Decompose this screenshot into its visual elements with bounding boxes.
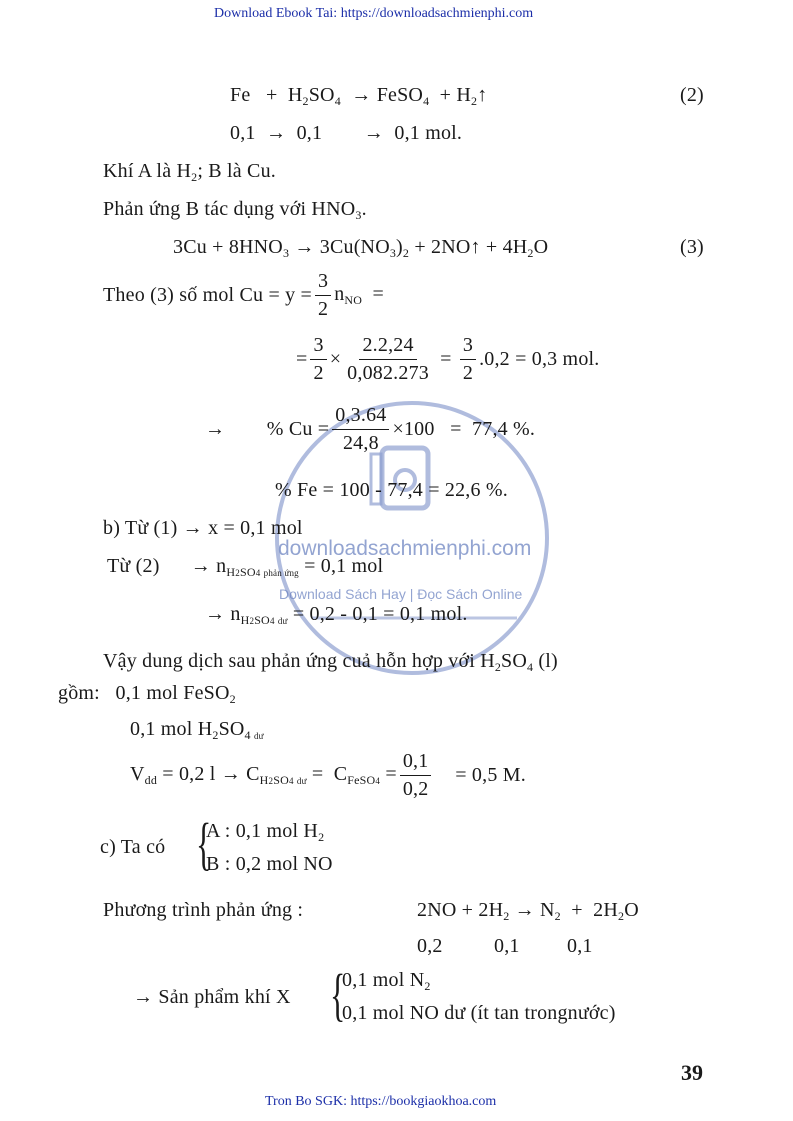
solution-composition-h2so4: 0,1 mol $H_2SO_{4 dư}$ (130, 718, 264, 742)
part-c-label: c) Ta có (100, 836, 166, 858)
reaction-2-moles: 0,1 → 0,1 → 0,1 mol. (230, 122, 463, 144)
mol-cu-calculation: = $\frac{3}{2}$ × $\frac{2.2,24}{0,082.273}$ = $\frac{3}{2}$ .0,2 = 0,3 mol. (296, 334, 600, 384)
product-gas-label: → Sản phẩm khí X (133, 986, 291, 1008)
solution-composition-intro: Vậy dung dịch sau phản ứng cuả hỗn hợp với $H_2SO_4$ (l) (103, 650, 558, 674)
percent-cu: → % Cu = $\frac{0,3.64}{24,8}$ ×100 = 77,4 %. (205, 404, 536, 454)
solution-composition-feso4: gồm: 0,1 mol FeSO$_2$ (58, 682, 236, 706)
reaction-moles-2: 0,1 (494, 935, 520, 957)
part-b-step-1: b) Từ (1) → x = 0,1 mol (103, 517, 303, 539)
part-c-gas-a: A : 0,1 mol $H_2$ (206, 820, 325, 844)
part-c-brace: { (196, 811, 212, 876)
gas-identification: Khí A là $H_2$; B là Cu. (103, 160, 276, 184)
product-gas-no: 0,1 mol NO dư (ít tan trongnước) (342, 1002, 616, 1024)
product-gas-brace: { (330, 962, 346, 1027)
reaction-equation-label: Phương trình phản ứng : (103, 899, 304, 921)
percent-fe: % Fe = 100 - 77,4 = 22,6 %. (275, 479, 508, 501)
reaction-3-equation: $3Cu + 8HNO_3 \to 3Cu(NO_3)_2$ + 2NO↑ + $4H_2O$ (173, 236, 549, 260)
watermark-tagline: Download Sách Hay | Đọc Sách Online (279, 586, 523, 602)
header-download-link[interactable]: Download Ebook Tai: https://downloadsachmienphi.com (214, 6, 534, 21)
part-b-step-2: Từ (2) → $n_{H2SO4 phản ứng} = 0,1$ mol (107, 555, 384, 579)
part-c-gas-b: B : 0,2 mol NO (206, 853, 333, 875)
page-number: 39 (681, 1060, 703, 1085)
footer-sgk-link[interactable]: Tron Bo SGK: https://bookgiaokhoa.com (265, 1094, 497, 1109)
watermark-site-text: downloadsachmienphi.com (278, 537, 532, 560)
reaction-2-equation: $Fe + H_2SO_4$ → FeSO$_4$ + $H_2↑$ (230, 84, 488, 108)
reaction-no-h2-equation: $2NO + 2H_2 \to N_2 + 2H_2O$ (417, 899, 639, 923)
reaction-moles-1: 0,2 (417, 935, 443, 957)
part-b-step-3: → $n_{H2SO4 dư} = 0,2 - 0,1 = 0,1$ mol. (205, 603, 468, 627)
reaction-2-label: (2) (680, 84, 704, 106)
product-gas-n2: 0,1 mol $N_2$ (342, 969, 431, 993)
reaction-b-intro: Phản ứng B tác dụng với $HNO_3$. (103, 198, 367, 222)
reaction-moles-3: 0,1 (567, 935, 593, 957)
concentration-calculation: $V_{dd} = 0,2$ $l \to C_{H2SO4 dư} = C_{FeSO4}$ = $\frac{0,1}{0,2}$ = 0,5 M. (130, 750, 526, 800)
mol-cu-formula: Theo (3) số mol Cu = y = $\frac{3}{2}$ $n_{NO}$ = (103, 270, 385, 320)
reaction-3-label: (3) (680, 236, 704, 258)
